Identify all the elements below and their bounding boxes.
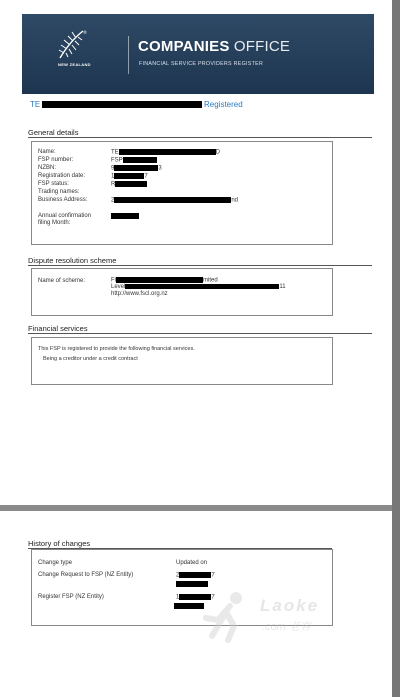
- watermark-subtext: .com 老客: [262, 621, 311, 633]
- history-row-type: Change Request to FSP (NZ Entity): [38, 572, 134, 578]
- value-suffix: 7: [211, 572, 215, 579]
- redaction-bar: [176, 581, 208, 587]
- scroll-gutter: [392, 0, 400, 697]
- banner-title-light: OFFICE: [233, 38, 291, 55]
- value-prefix: TE: [111, 149, 119, 156]
- value-suffix: 11: [279, 284, 286, 291]
- redaction-bar: [179, 572, 211, 578]
- banner-title-bold: COMPANIES: [138, 38, 230, 55]
- redaction-bar: [42, 101, 202, 108]
- value-prefix: 9: [111, 165, 115, 172]
- label-business-address: Business Address:: [38, 197, 88, 203]
- financial-intro: This FSP is registered to provide the following financial services.: [38, 346, 195, 352]
- value-suffix: 7: [144, 173, 148, 180]
- redaction-bar: [114, 173, 144, 179]
- value-prefix: 1: [111, 173, 115, 180]
- value-prefix: 1: [176, 594, 180, 601]
- label-nzbn: NZBN:: [38, 165, 56, 171]
- companies-office-banner: [22, 14, 374, 94]
- country-label: NEW ZEALAND: [58, 62, 91, 67]
- value-business-address: [111, 197, 238, 204]
- value-fsp-status: [111, 181, 147, 188]
- banner-title: [138, 38, 290, 55]
- section-title-dispute: Dispute resolution scheme: [28, 256, 117, 265]
- section-title-financial: Financial services: [28, 324, 88, 333]
- redaction-bar: [119, 149, 216, 155]
- value-prefix: FSP: [111, 157, 123, 164]
- redaction-bar: [123, 157, 157, 163]
- value-prefix: R: [111, 181, 116, 188]
- section-rule: [28, 333, 372, 334]
- label-name: Name:: [38, 149, 56, 155]
- silver-fern-icon: [56, 28, 86, 62]
- value-suffix: D: [215, 149, 221, 156]
- value-prefix: 2: [176, 572, 180, 579]
- general-details-box: [31, 141, 333, 245]
- running-figure-icon: [200, 590, 256, 644]
- redaction-bar: [114, 197, 231, 203]
- value-suffix: 7: [211, 594, 215, 601]
- col-change-type: Change type: [38, 560, 73, 566]
- label-fsp-number: FSP number:: [38, 157, 74, 163]
- redaction-bar: [114, 165, 158, 171]
- redaction-bar: [115, 181, 147, 187]
- label-scheme: Name of scheme:: [38, 278, 86, 284]
- value-scheme-line1: [111, 277, 218, 284]
- laoke-watermark: [200, 590, 360, 650]
- entity-name: [30, 100, 202, 109]
- section-rule: [28, 137, 372, 138]
- section-rule: [28, 265, 372, 266]
- label-trading-names: Trading names:: [38, 189, 80, 195]
- label-fsp-status: FSP status:: [38, 181, 69, 187]
- redaction-bar: [111, 213, 139, 219]
- history-row-type: Register FSP (NZ Entity): [38, 594, 104, 600]
- label-annual-confirmation: Annual confirmation filing Month:: [38, 213, 92, 226]
- section-title-history: History of changes: [28, 539, 91, 548]
- entity-status: Registered: [204, 100, 243, 109]
- history-row-date: [176, 572, 215, 579]
- value-prefix: Level: [111, 284, 126, 291]
- value-registration-date: [111, 173, 148, 180]
- section-title-general: General details: [28, 128, 79, 137]
- watermark-text: Laoke: [260, 596, 320, 615]
- value-fsp-number: [111, 157, 157, 164]
- scheme-url[interactable]: http://www.fscl.org.nz: [111, 291, 168, 297]
- svg-text:®: ®: [83, 30, 87, 35]
- label-registration-date: Registration date:: [38, 173, 86, 179]
- value-suffix: 3: [158, 165, 162, 172]
- value-suffix: mited: [203, 277, 218, 284]
- value-scheme-line2: [111, 284, 286, 290]
- entity-name-prefix: TE: [30, 100, 41, 109]
- value-nzbn: [111, 165, 162, 172]
- banner-divider: [128, 36, 129, 74]
- col-updated-on: Updated on: [176, 560, 208, 566]
- value-name: [111, 149, 220, 156]
- value-suffix: nd: [231, 197, 239, 204]
- financial-services-box: [31, 337, 333, 385]
- redaction-bar: [116, 277, 203, 283]
- banner-subtitle: FINANCIAL SERVICE PROVIDERS REGISTER: [139, 61, 264, 67]
- financial-service-item: Being a creditor under a credit contract: [43, 356, 138, 362]
- dispute-box: [31, 268, 333, 316]
- value-prefix: 2: [111, 197, 115, 204]
- value-prefix: Fi: [111, 277, 116, 284]
- redaction-bar: [125, 284, 279, 289]
- value-annual-confirmation: [111, 213, 139, 220]
